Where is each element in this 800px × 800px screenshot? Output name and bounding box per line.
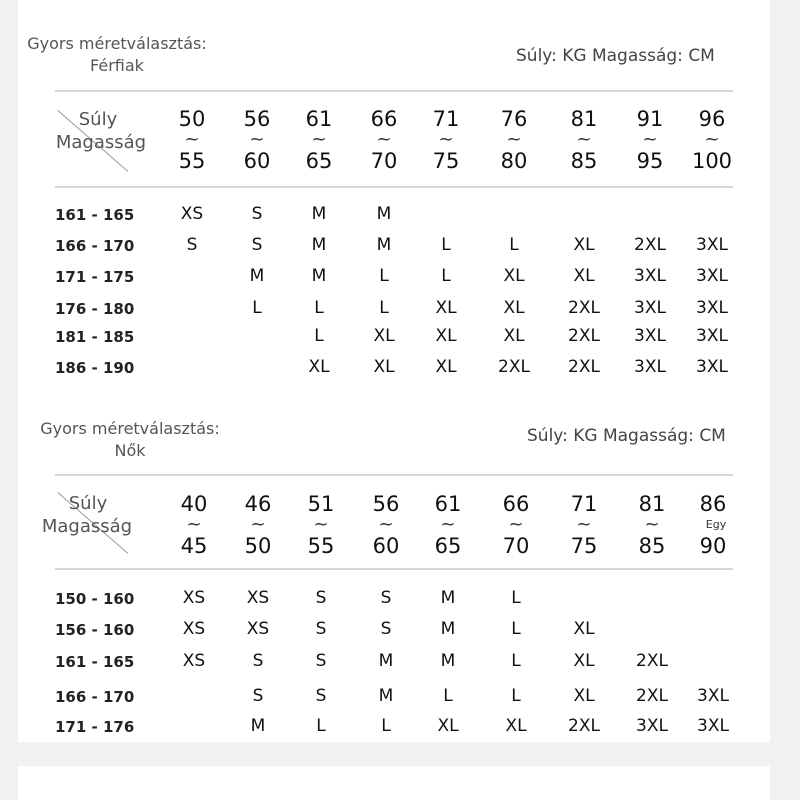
- size-cell: L: [441, 266, 451, 286]
- size-cell: M: [311, 235, 327, 255]
- weight-tilde: ~: [438, 129, 454, 150]
- women-header-rule-top: [55, 474, 733, 476]
- weight-to: 70: [502, 534, 530, 558]
- men-units: Súly: KG Magasság: CM: [516, 46, 715, 66]
- size-cell: 3XL: [634, 298, 666, 318]
- men-weight-range: [354, 107, 414, 173]
- size-cell: 2XL: [634, 235, 666, 255]
- size-cell: M: [378, 686, 394, 706]
- women-weight-range: [164, 492, 224, 558]
- men-weight-range: [162, 107, 222, 173]
- weight-to: 75: [432, 149, 460, 173]
- size-cell: XS: [246, 619, 270, 639]
- weight-to: 90: [699, 534, 727, 558]
- men-corner-height-label: Magasság: [55, 132, 147, 153]
- weight-from: 91: [636, 107, 664, 131]
- men-weight-range: [484, 107, 544, 173]
- weight-from: 40: [180, 492, 208, 516]
- size-cell: S: [315, 588, 327, 608]
- weight-from: 56: [243, 107, 271, 131]
- weight-tilde: ~: [508, 514, 524, 535]
- women-header-rule-bottom: [55, 568, 733, 570]
- size-cell: M: [378, 651, 394, 671]
- weight-to: 65: [305, 149, 333, 173]
- size-cell: 2XL: [568, 326, 600, 346]
- height-range-label: 161 - 165: [55, 206, 135, 224]
- weight-to: 45: [180, 534, 208, 558]
- weight-to: 80: [500, 149, 528, 173]
- size-cell: S: [380, 619, 392, 639]
- weight-to: 55: [178, 149, 206, 173]
- size-cell: 3XL: [636, 716, 668, 736]
- size-cell: L: [511, 619, 521, 639]
- weight-tilde: ~: [642, 129, 658, 150]
- men-weight-range: [682, 107, 742, 173]
- size-cell: M: [311, 204, 327, 224]
- men-weight-range: [554, 107, 614, 173]
- size-cell: S: [251, 204, 263, 224]
- size-cell: XS: [180, 204, 204, 224]
- height-range-label: 176 - 180: [55, 300, 135, 318]
- weight-to: 75: [570, 534, 598, 558]
- height-range-label: 161 - 165: [55, 653, 135, 671]
- size-cell: XL: [503, 298, 525, 318]
- size-cell: L: [441, 235, 451, 255]
- size-cell: XS: [182, 619, 206, 639]
- size-cell: S: [252, 651, 264, 671]
- size-cell: XS: [246, 588, 270, 608]
- size-cell: XL: [435, 326, 457, 346]
- size-cell: S: [252, 686, 264, 706]
- height-range-label: 171 - 176: [55, 718, 135, 736]
- weight-from: 51: [307, 492, 335, 516]
- men-weight-range: [620, 107, 680, 173]
- size-cell: XL: [503, 266, 525, 286]
- women-weight-range: [683, 492, 743, 558]
- size-cell: M: [250, 716, 266, 736]
- men-header-rule-bottom: [55, 186, 733, 188]
- size-cell: XL: [573, 235, 595, 255]
- men-weight-range: [416, 107, 476, 173]
- size-cell: 3XL: [634, 326, 666, 346]
- weight-tilde: ~: [186, 514, 202, 535]
- weight-tilde: ~: [311, 129, 327, 150]
- size-cell: 3XL: [696, 326, 728, 346]
- height-range-label: 156 - 160: [55, 621, 135, 639]
- weight-tilde: ~: [576, 514, 592, 535]
- weight-from: 56: [372, 492, 400, 516]
- size-cell: L: [314, 326, 324, 346]
- women-weight-range: [622, 492, 682, 558]
- men-title-line2: Férfiak: [90, 56, 144, 75]
- women-corner-weight-label: Súly: [68, 493, 108, 514]
- weight-tilde: ~: [704, 129, 720, 150]
- size-cell: L: [511, 686, 521, 706]
- size-cell: 2XL: [568, 298, 600, 318]
- size-cell: M: [376, 235, 392, 255]
- women-weight-range: [486, 492, 546, 558]
- size-cell: L: [379, 266, 389, 286]
- next-panel: [18, 766, 770, 800]
- size-cell: M: [440, 588, 456, 608]
- size-cell: S: [186, 235, 198, 255]
- size-cell: XL: [573, 686, 595, 706]
- size-cell: 3XL: [697, 716, 729, 736]
- size-cell: 3XL: [696, 357, 728, 377]
- weight-from: 46: [244, 492, 272, 516]
- women-weight-range: [291, 492, 351, 558]
- women-title-line2: Nők: [114, 441, 146, 460]
- weight-note: Egy: [705, 518, 727, 531]
- size-cell: S: [315, 619, 327, 639]
- size-cell: XL: [373, 357, 395, 377]
- men-title-line1: Gyors méretválasztás:: [27, 34, 207, 53]
- size-cell: XL: [573, 266, 595, 286]
- weight-from: 61: [305, 107, 333, 131]
- weight-tilde: ~: [313, 514, 329, 535]
- size-cell: 2XL: [636, 686, 668, 706]
- size-cell: XL: [505, 716, 527, 736]
- men-corner-weight-label: Súly: [78, 109, 118, 130]
- size-cell: M: [311, 266, 327, 286]
- weight-from: 66: [502, 492, 530, 516]
- women-title: [30, 418, 230, 462]
- height-range-label: 166 - 170: [55, 237, 135, 255]
- weight-from: 76: [500, 107, 528, 131]
- size-cell: L: [381, 716, 391, 736]
- size-cell: S: [251, 235, 263, 255]
- weight-to: 100: [691, 149, 733, 173]
- weight-from: 81: [638, 492, 666, 516]
- size-cell: L: [443, 686, 453, 706]
- weight-to: 85: [570, 149, 598, 173]
- weight-to: 60: [243, 149, 271, 173]
- size-cell: XL: [435, 357, 457, 377]
- size-cell: S: [380, 588, 392, 608]
- men-title: [22, 33, 212, 77]
- size-cell: 2XL: [568, 357, 600, 377]
- size-cell: 3XL: [696, 298, 728, 318]
- size-cell: XS: [182, 651, 206, 671]
- weight-from: 66: [370, 107, 398, 131]
- weight-from: 50: [178, 107, 206, 131]
- size-cell: XS: [182, 588, 206, 608]
- weight-from: 86: [699, 492, 727, 516]
- weight-to: 65: [434, 534, 462, 558]
- weight-to: 85: [638, 534, 666, 558]
- size-cell: XL: [308, 357, 330, 377]
- size-cell: M: [376, 204, 392, 224]
- weight-to: 55: [307, 534, 335, 558]
- weight-from: 71: [570, 492, 598, 516]
- size-cell: M: [440, 619, 456, 639]
- weight-from: 96: [698, 107, 726, 131]
- size-cell: XL: [435, 298, 457, 318]
- size-cell: L: [314, 298, 324, 318]
- size-cell: L: [509, 235, 519, 255]
- women-corner-height-label: Magasság: [41, 516, 133, 537]
- weight-from: 81: [570, 107, 598, 131]
- women-weight-range: [228, 492, 288, 558]
- weight-to: 60: [372, 534, 400, 558]
- size-cell: 3XL: [696, 235, 728, 255]
- women-weight-range: [356, 492, 416, 558]
- size-cell: 2XL: [498, 357, 530, 377]
- weight-to: 95: [636, 149, 664, 173]
- size-cell: XL: [437, 716, 459, 736]
- size-cell: L: [379, 298, 389, 318]
- height-range-label: 166 - 170: [55, 688, 135, 706]
- size-cell: M: [249, 266, 265, 286]
- weight-tilde: ~: [576, 129, 592, 150]
- size-cell: L: [252, 298, 262, 318]
- size-cell: XL: [573, 651, 595, 671]
- size-cell: M: [440, 651, 456, 671]
- height-range-label: 181 - 185: [55, 328, 135, 346]
- women-weight-range: [554, 492, 614, 558]
- men-header-rule-top: [55, 90, 733, 92]
- weight-tilde: ~: [250, 514, 266, 535]
- size-cell: L: [511, 651, 521, 671]
- women-title-line1: Gyors méretválasztás:: [40, 419, 220, 438]
- weight-tilde: ~: [644, 514, 660, 535]
- weight-tilde: ~: [440, 514, 456, 535]
- size-cell: L: [511, 588, 521, 608]
- weight-from: 71: [432, 107, 460, 131]
- weight-tilde: ~: [506, 129, 522, 150]
- women-units: Súly: KG Magasság: CM: [527, 426, 726, 446]
- size-cell: 3XL: [634, 266, 666, 286]
- men-weight-range: [227, 107, 287, 173]
- women-weight-range: [418, 492, 478, 558]
- weight-to: 50: [244, 534, 272, 558]
- weight-to: 70: [370, 149, 398, 173]
- height-range-label: 150 - 160: [55, 590, 135, 608]
- weight-tilde: ~: [249, 129, 265, 150]
- size-cell: 3XL: [696, 266, 728, 286]
- size-cell: 2XL: [636, 651, 668, 671]
- size-cell: XL: [573, 619, 595, 639]
- size-cell: S: [315, 651, 327, 671]
- size-cell: XL: [503, 326, 525, 346]
- weight-tilde: ~: [184, 129, 200, 150]
- men-weight-range: [289, 107, 349, 173]
- size-cell: 3XL: [697, 686, 729, 706]
- weight-tilde: ~: [378, 514, 394, 535]
- weight-tilde: ~: [376, 129, 392, 150]
- height-range-label: 171 - 175: [55, 268, 135, 286]
- weight-from: 61: [434, 492, 462, 516]
- height-range-label: 186 - 190: [55, 359, 135, 377]
- size-cell: S: [315, 686, 327, 706]
- size-cell: 2XL: [568, 716, 600, 736]
- size-cell: XL: [373, 326, 395, 346]
- size-cell: L: [316, 716, 326, 736]
- size-cell: 3XL: [634, 357, 666, 377]
